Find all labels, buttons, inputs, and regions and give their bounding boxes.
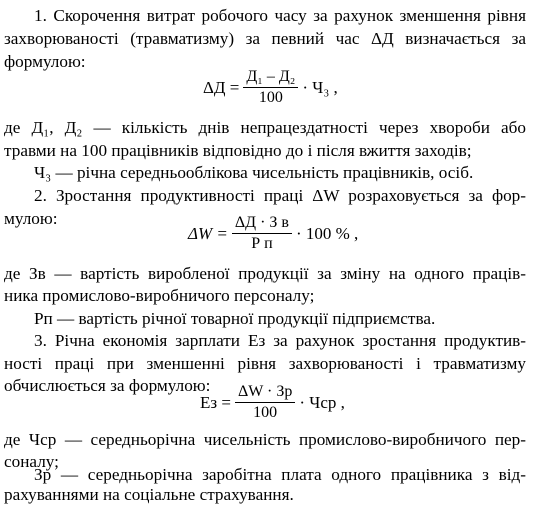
formula3-lhs: Ез = (200, 392, 231, 412)
para3-line5: ності праці при зменшенні рівня захворюваності і травматизму (4, 354, 526, 373)
para2-line3: Ч₃ — річна середньооблікова чисельність працівників, осіб. (34, 163, 474, 182)
formula-3 (200, 383, 345, 422)
para4-line1: де Чср — середньорічна чисельність промислово-виробничого пер- (4, 430, 526, 449)
para3-line2: ника промислово-виробничого персоналу; (4, 286, 315, 305)
para3-line4: 3. Річна економія зарплати Ез за рахунок зростання продуктив- (34, 331, 526, 350)
para4-line3: Зр — середньорічна заробітна плата одного працівника з від- (34, 465, 526, 484)
formula2-numerator: ΔД · З в (232, 214, 292, 234)
formula1-lhs: ΔД = (203, 77, 240, 97)
para2-line5: мулою: (4, 209, 58, 228)
para3-line6: обчислюється за формулою: (4, 376, 211, 395)
para1-line3: формулою: (4, 52, 86, 71)
formula-1 (203, 68, 338, 107)
formula3-fraction (235, 383, 295, 422)
formula2-lhs: ΔW = (188, 223, 228, 243)
para3-line1: де Зв — вартість виробленої продукції за зміну на одного праців- (4, 264, 526, 283)
formula1-rhs: · Ч₃ , (302, 77, 338, 97)
formula3-rhs: · Чср , (299, 392, 345, 412)
formula2-fraction (232, 214, 292, 253)
formula1-fraction (243, 68, 298, 107)
para4-line4: рахуваннями на соціальне страхування. (4, 485, 294, 504)
para1-line2: захворюваності (травматизму) за певний час ΔД визначається за (4, 29, 526, 48)
formula1-numerator: Д₁ – Д₂ (243, 68, 298, 88)
formula-2 (188, 214, 358, 253)
para1-line1: 1. Скорочення витрат робочого часу за рахунок зменшення рівня (34, 6, 526, 25)
formula3-numerator: ΔW · Зр (235, 383, 295, 403)
formula2-denominator: Р п (251, 235, 273, 252)
formula2-rhs: · 100 % , (295, 223, 359, 243)
para2-line4: 2. Зростання продуктивності праці ΔW розраховується за фор- (34, 186, 526, 205)
para4-line2: соналу; (4, 452, 59, 471)
formula3-denominator: 100 (253, 404, 278, 421)
para2-line2: травми на 100 працівників відповідно до і після вжиття заходів; (4, 141, 472, 160)
formula1-denominator: 100 (258, 89, 283, 106)
para3-line3: Рп — вартість річної товарної продукції підприємства. (34, 309, 436, 328)
para2-line1: де Д₁, Д₂ — кількість днів непрацездатності через хвороби або (4, 118, 526, 137)
